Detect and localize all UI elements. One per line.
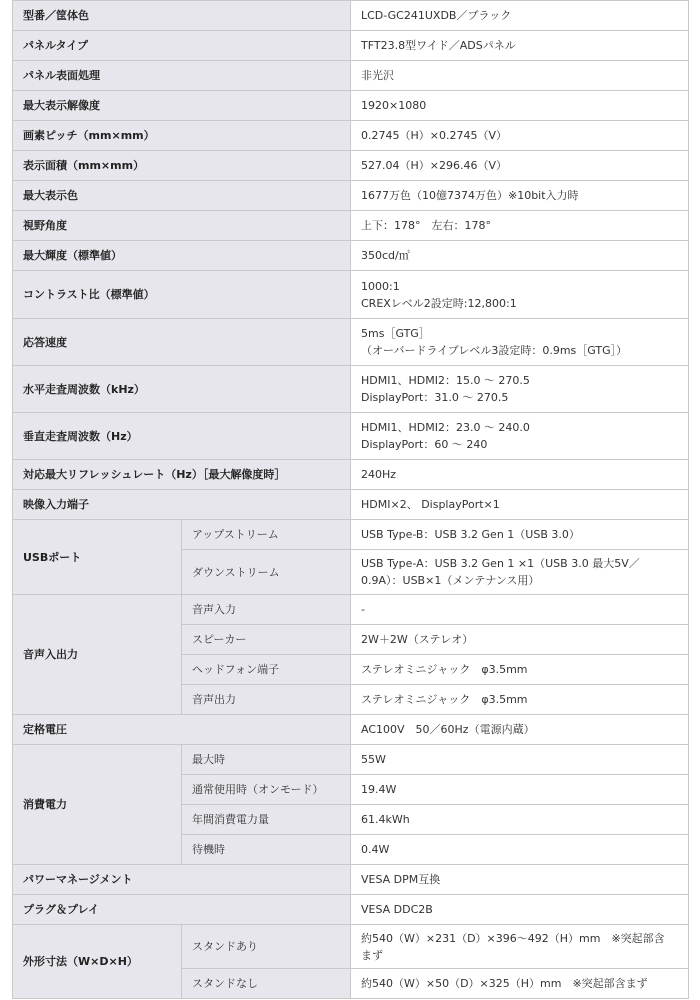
table-row	[13, 319, 689, 366]
spec-label: コントラスト比（標準値）	[13, 271, 351, 319]
power-sub-label: 待機時	[182, 835, 351, 865]
table-row	[13, 91, 689, 121]
value-line: 0.9A）：USB×1（メンテナンス用）	[361, 574, 540, 587]
dimensions-label: 外形寸法（W×D×H）	[13, 925, 182, 999]
spec-value: 55W	[351, 745, 689, 775]
spec-label: 対応最大リフレッシュレート（Hz）［最大解像度時］	[13, 460, 351, 490]
value-line: 約540（W）×231（D）×396～492（H）mm ※突起部含	[361, 931, 665, 945]
table-row	[13, 271, 689, 319]
power-sub-label: 通常使用時（オンモード）	[182, 775, 351, 805]
table-row	[13, 181, 689, 211]
value-line: DisplayPort：31.0 ～ 270.5	[361, 391, 509, 404]
spec-label: 型番／筐体色	[13, 1, 351, 31]
spec-value: VESA DDC2B	[351, 895, 689, 925]
table-row	[13, 595, 689, 625]
usb-sub-label: アップストリーム	[182, 520, 351, 550]
spec-value: 約540（W）×50（D）×325（H）mm ※突起部含まず	[351, 969, 689, 999]
spec-value: 0.2745（H）×0.2745（V）	[351, 121, 689, 151]
usb-label: USBポート	[13, 520, 182, 595]
spec-label: 表示面積（mm×mm）	[13, 151, 351, 181]
table-row	[13, 895, 689, 925]
spec-value: -	[351, 595, 689, 625]
spec-value: 350cd/㎡	[351, 241, 689, 271]
spec-value	[351, 271, 689, 319]
value-line: HDMI1、HDMI2：23.0 ～ 240.0	[361, 421, 530, 434]
spec-value: HDMI×2、 DisplayPort×1	[351, 490, 689, 520]
audio-sub-label: 音声出力	[182, 685, 351, 715]
value-line: 5ms［GTG］	[361, 327, 430, 340]
spec-value	[351, 413, 689, 460]
spec-value: 1677万色（10億7374万色）※10bit入力時	[351, 181, 689, 211]
table-row	[13, 460, 689, 490]
spec-value	[351, 925, 689, 969]
table-row	[13, 413, 689, 460]
table-row	[13, 31, 689, 61]
spec-value: TFT23.8型ワイド／ADSパネル	[351, 31, 689, 61]
spec-value: 2W＋2W（ステレオ）	[351, 625, 689, 655]
spec-value: ステレオミニジャック φ3.5mm	[351, 655, 689, 685]
spec-value: 0.4W	[351, 835, 689, 865]
spec-label: パネル表面処理	[13, 61, 351, 91]
table-row	[13, 151, 689, 181]
spec-table	[12, 0, 689, 999]
table-row	[13, 1, 689, 31]
value-line: DisplayPort：60 ～ 240	[361, 438, 488, 451]
value-line: USB Type-A：USB 3.2 Gen 1 ×1（USB 3.0 最大5V／	[361, 557, 640, 570]
spec-value: 非光沢	[351, 61, 689, 91]
spec-label: 視野角度	[13, 211, 351, 241]
table-row	[13, 211, 689, 241]
value-line: 1000:1	[361, 279, 400, 293]
table-row	[13, 241, 689, 271]
table-row	[13, 745, 689, 775]
spec-value: 1920×1080	[351, 91, 689, 121]
spec-value: LCD-GC241UXDB／ブラック	[351, 1, 689, 31]
spec-value: 上下：178° 左右：178°	[351, 211, 689, 241]
spec-label: パネルタイプ	[13, 31, 351, 61]
spec-label: 垂直走査周波数（Hz）	[13, 413, 351, 460]
spec-label: 定格電圧	[13, 715, 351, 745]
spec-label: 応答速度	[13, 319, 351, 366]
table-row	[13, 121, 689, 151]
spec-label: 最大輝度（標準値）	[13, 241, 351, 271]
spec-value: 527.04（H）×296.46（V）	[351, 151, 689, 181]
spec-label: パワーマネージメント	[13, 865, 351, 895]
audio-sub-label: ヘッドフォン端子	[182, 655, 351, 685]
spec-value: VESA DPM互換	[351, 865, 689, 895]
spec-label: 最大表示解像度	[13, 91, 351, 121]
spec-label: 映像入力端子	[13, 490, 351, 520]
dimensions-sub-label: スタンドなし	[182, 969, 351, 999]
spec-label: 水平走査周波数（kHz）	[13, 366, 351, 413]
value-line: （オーバードライブレベル3設定時：0.9ms［GTG］）	[361, 344, 628, 357]
table-row	[13, 925, 689, 969]
spec-label: 最大表示色	[13, 181, 351, 211]
power-sub-label: 年間消費電力量	[182, 805, 351, 835]
audio-sub-label: スピーカー	[182, 625, 351, 655]
usb-sub-label: ダウンストリーム	[182, 550, 351, 595]
spec-value	[351, 319, 689, 366]
value-line: CREXレベル2設定時:12,800:1	[361, 296, 517, 310]
table-row	[13, 715, 689, 745]
value-line: まず	[361, 948, 383, 962]
table-row	[13, 366, 689, 413]
table-row	[13, 865, 689, 895]
power-label: 消費電力	[13, 745, 182, 865]
table-row	[13, 520, 689, 550]
spec-value	[351, 366, 689, 413]
spec-value: USB Type-B：USB 3.2 Gen 1（USB 3.0）	[351, 520, 689, 550]
audio-sub-label: 音声入力	[182, 595, 351, 625]
value-line: HDMI1、HDMI2：15.0 ～ 270.5	[361, 374, 530, 387]
table-row	[13, 61, 689, 91]
spec-value: AC100V 50／60Hz（電源内蔵）	[351, 715, 689, 745]
table-row	[13, 490, 689, 520]
power-sub-label: 最大時	[182, 745, 351, 775]
spec-value: ステレオミニジャック φ3.5mm	[351, 685, 689, 715]
spec-value: 19.4W	[351, 775, 689, 805]
audio-label: 音声入出力	[13, 595, 182, 715]
spec-value: 61.4kWh	[351, 805, 689, 835]
dimensions-sub-label: スタンドあり	[182, 925, 351, 969]
spec-label: 画素ピッチ（mm×mm）	[13, 121, 351, 151]
spec-value: 240Hz	[351, 460, 689, 490]
spec-value	[351, 550, 689, 595]
spec-label: プラグ＆プレイ	[13, 895, 351, 925]
